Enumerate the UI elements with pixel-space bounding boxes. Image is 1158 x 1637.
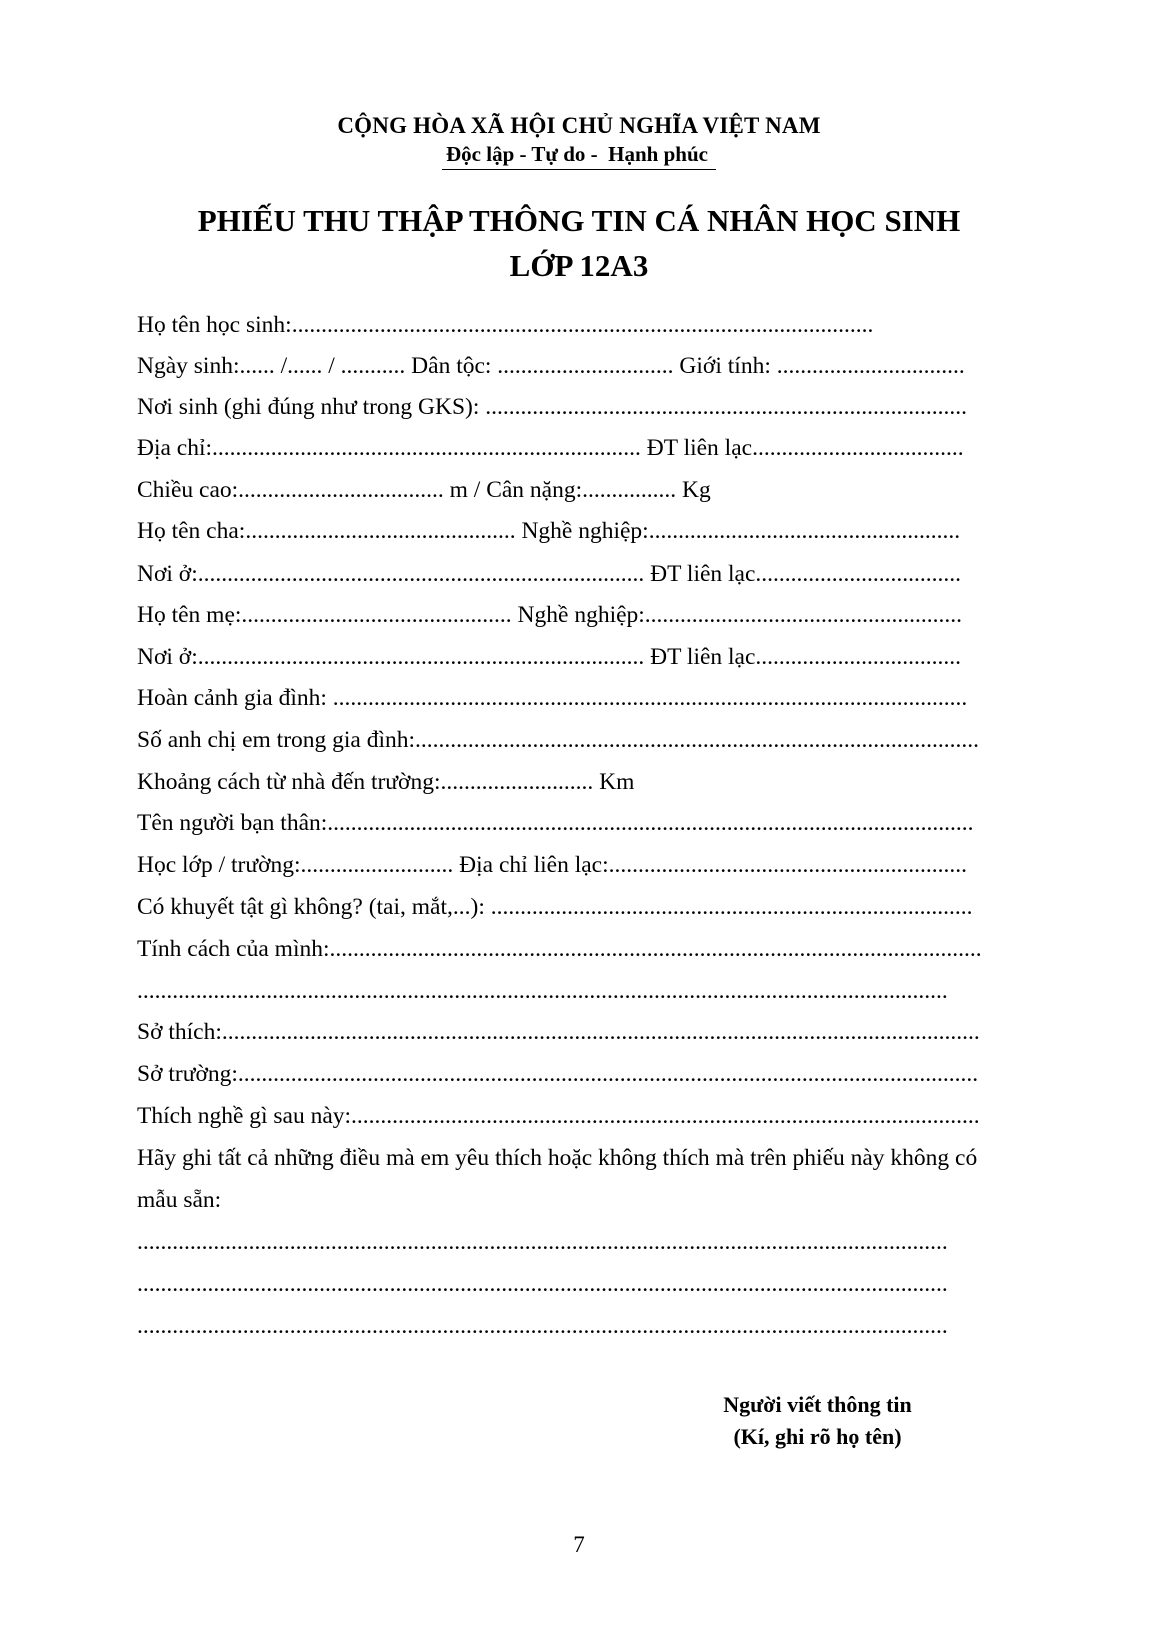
field-personality-continued: ..........................................................................................................................................: [137, 978, 948, 1004]
field-friend-class: Học lớp / trường:.......................... Địa chỉ liên lạc:.............................................................: [137, 852, 967, 878]
field-father-residence: Nơi ở:............................................................................ ĐT liên lạc...................................: [137, 561, 962, 587]
page-number: 7: [573, 1532, 585, 1557]
field-birth-ethnic-gender: Ngày sinh:...... /...... / ........... Dân tộc: .............................. Giới tính: ................................: [137, 353, 965, 379]
field-disability: Có khuyết tật gì không? (tai, mắt,...): ..................................................................................: [137, 894, 973, 920]
field-hobbies: Sở thích:.................................................................................................................................: [137, 1019, 980, 1045]
field-career: Thích nghề gì sau này:...........................................................................................................: [137, 1103, 980, 1129]
field-student-name: Họ tên học sinh:...................................................................................................: [137, 312, 874, 338]
field-family-situation: Hoàn cảnh gia đình: ............................................................................................................: [137, 685, 968, 711]
field-father: Họ tên cha:.............................................. Nghề nghiệp:.....................................................: [137, 518, 961, 544]
field-mother: Họ tên mẹ:.............................................. Nghề nghiệp:......................................................: [137, 602, 963, 628]
field-distance: Khoảng cách từ nhà đến trường:.......................... Km: [137, 769, 635, 795]
field-address: Địa chỉ:......................................................................... ĐT liên lạc....................................: [137, 435, 964, 461]
field-siblings: Số anh chị em trong gia đình:................................................................................................: [137, 727, 980, 753]
national-motto: [0, 142, 1158, 170]
blank-line-3: ..........................................................................................................................................: [137, 1313, 948, 1339]
field-best-friend: Tên người bạn thân:..............................................................................................................: [137, 810, 974, 836]
field-strengths: Sở trường:..............................................................................................................................: [137, 1061, 979, 1087]
motto-text: Độc lập - Tự do - Hạnh phúc: [442, 142, 716, 170]
field-personality: Tính cách của mình:...............................................................................................................: [137, 936, 982, 962]
signature-note: (Kí, ghi rõ họ tên): [733, 1424, 902, 1449]
field-other-notes: Hãy ghi tất cả những điều mà em yêu thích hoặc không thích mà trên phiếu này không có: [137, 1145, 978, 1171]
blank-line-1: ..........................................................................................................................................: [137, 1229, 948, 1255]
national-title: CỘNG HÒA XÃ HỘI CHỦ NGHĨA VIỆT NAM: [337, 113, 821, 138]
field-mother-residence: Nơi ở:............................................................................ ĐT liên lạc...................................: [137, 644, 962, 670]
form-class: LỚP 12A3: [509, 248, 649, 283]
field-height-weight: Chiều cao:................................... m / Cân nặng:................ Kg: [137, 477, 711, 503]
field-birthplace: Nơi sinh (ghi đúng như trong GKS): ..................................................................................: [137, 394, 968, 420]
signature-label: Người viết thông tin: [723, 1392, 912, 1417]
blank-line-2: ..........................................................................................................................................: [137, 1271, 948, 1297]
field-other-notes-continued: mẫu sẵn:: [137, 1187, 222, 1213]
form-title: PHIẾU THU THẬP THÔNG TIN CÁ NHÂN HỌC SINH: [197, 203, 961, 238]
